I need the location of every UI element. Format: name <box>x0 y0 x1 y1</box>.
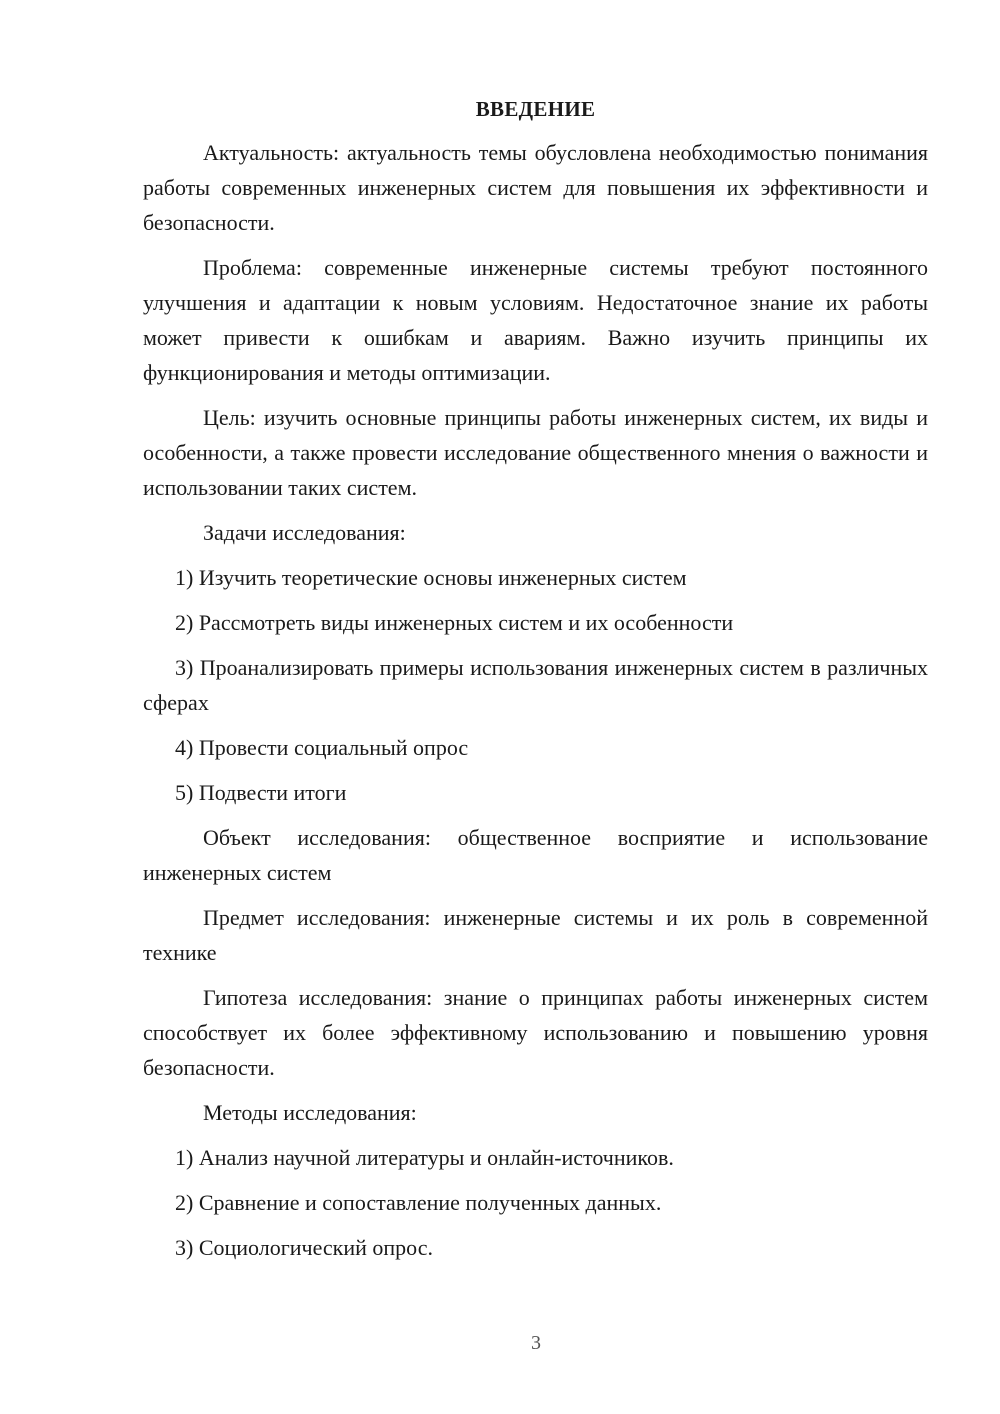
tasks-heading: Задачи исследования: <box>203 520 406 545</box>
document-body <box>143 92 928 1275</box>
method-item-1: 1) Анализ научной литературы и онлайн-источников. <box>175 1145 674 1170</box>
task-item-1: 1) Изучить теоретические основы инженерных систем <box>175 565 687 590</box>
task-item-5: 5) Подвести итоги <box>175 780 347 805</box>
section-title: ВВЕДЕНИЕ <box>475 97 596 121</box>
subject-paragraph: Предмет исследования: инженерные системы и их роль в современной технике <box>143 905 928 965</box>
problem-paragraph: Проблема: современные инженерные системы требуют постоянного улучшения и адаптации к новым условиям. Недостаточное знание их работы может привести к ошибкам и авариям. Важно изучить принципы их функционирования и методы оптимизации. <box>143 255 928 385</box>
object-paragraph: Объект исследования: общественное восприятие и использование инженерных систем <box>143 825 928 885</box>
page-number: 3 <box>531 1332 541 1354</box>
goal-paragraph: Цель: изучить основные принципы работы инженерных систем, их виды и особенности, а также провести исследование общественного мнения о важности и использовании таких систем. <box>143 405 928 500</box>
task-item-3: 3) Проанализировать примеры использования инженерных систем в различных сферах <box>143 655 928 715</box>
task-item-2: 2) Рассмотреть виды инженерных систем и их особенности <box>175 610 734 635</box>
methods-heading: Методы исследования: <box>203 1100 417 1125</box>
method-item-2: 2) Сравнение и сопоставление полученных данных. <box>175 1190 662 1215</box>
relevance-paragraph: Актуальность: актуальность темы обусловлена необходимостью понимания работы современных инженерных систем для повышения их эффективности и безопасности. <box>143 140 928 235</box>
hypothesis-paragraph: Гипотеза исследования: знание о принципах работы инженерных систем способствует их более эффективному использованию и повышению уровня безопасности. <box>143 985 928 1080</box>
method-item-3: 3) Социологический опрос. <box>175 1235 433 1260</box>
task-item-4: 4) Провести социальный опрос <box>175 735 469 760</box>
